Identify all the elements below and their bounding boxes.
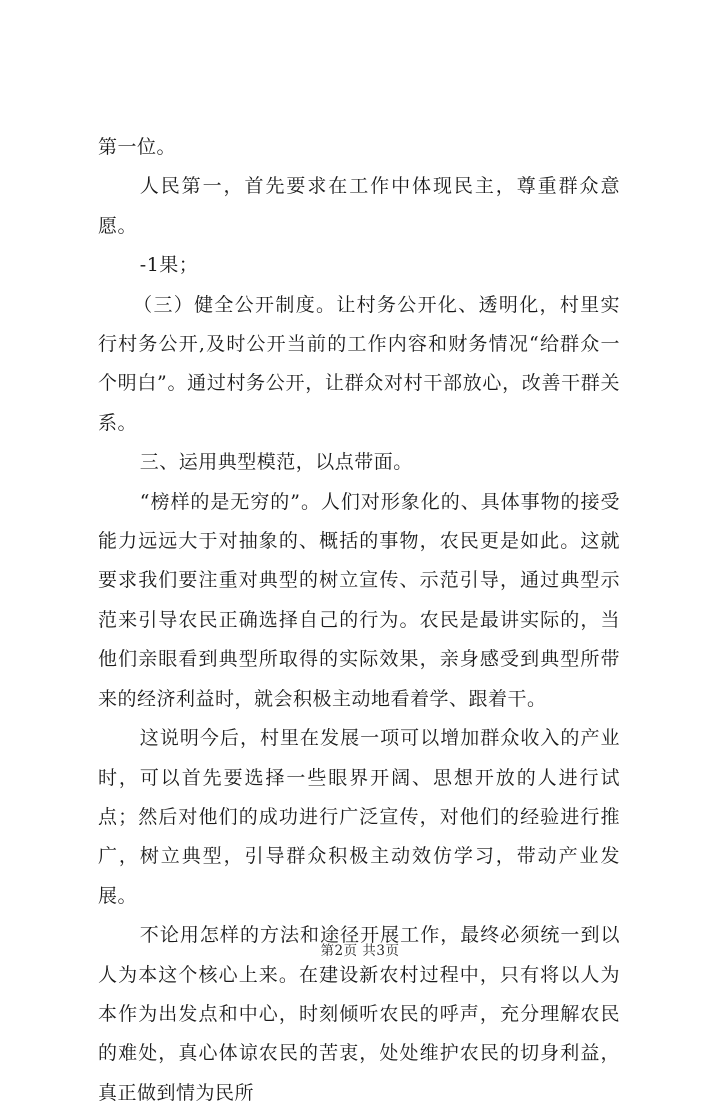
paragraph-people-first: 人民第一，首先要求在工作中体现民主，尊重群众意愿。 (98, 175, 620, 237)
document-body (98, 128, 620, 1113)
paragraph-role-models: “榜样的是无穷的”。人们对形象化的、具体事物的接受能力远远大于对抽象的、概括的事物，农民更是如此。这就要求我们要注重对典型的树立宣传、示范引导，通过典型示范来引导农民正确选择自己的行为。农民是最讲实际的，当他们亲眼看到典型所取得的实际效果，亲身感受到典型所带来的经济利益时，就会积极主动地看着学、跟着干。 (98, 490, 620, 710)
paragraph-fragment: -1果； (139, 254, 199, 277)
paragraph-disclosure-system: （三）健全公开制度。让村务公开化、透明化，村里实行村务公开,及时公开当前的工作内容和财务情况“给群众一个明白”。通过村务公开，让群众对村干部放心，改善干群关系。 (98, 293, 620, 434)
section-heading-role-models: 三、运用典型模范，以点带面。 (139, 451, 413, 474)
paragraph-people-oriented: 不论用怎样的方法和途径开展工作，最终必须统一到以人为本这个核心上来。在建设新农村过程中，只有将以人为本作为出发点和中心，时刻倾听农民的呼声，充分理解农民的难处，真心体谅农民的苦衷，处处维护农民的切身利益，真正做到情为民所 (98, 924, 620, 1104)
paragraph-pilot-industry: 这说明今后，村里在发展一项可以增加群众收入的产业时，可以首先要选择一些眼界开阔、思想开放的人进行试点；然后对他们的成功进行广泛宣传，对他们的经验进行推广，树立典型，引导群众积极主动效仿学习，带动产业发展。 (98, 727, 620, 907)
paragraph-continuation: 第一位。 (98, 136, 177, 158)
page-footer: 第2页 共3页 (320, 943, 400, 959)
